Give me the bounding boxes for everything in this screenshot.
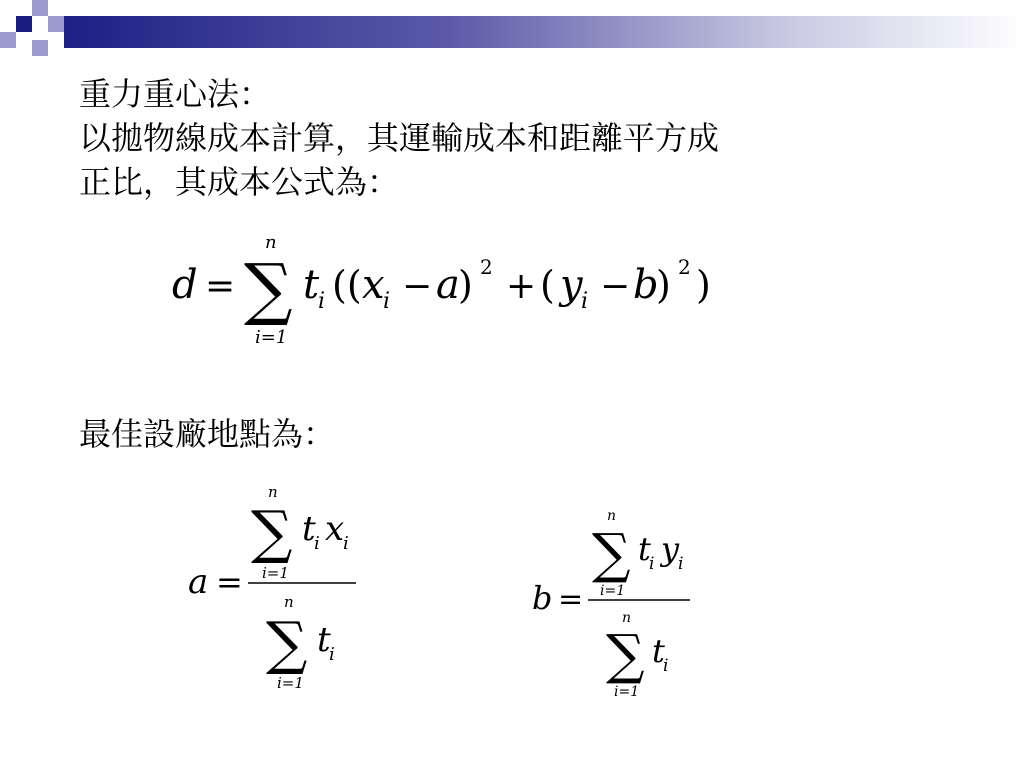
close-paren: )	[458, 263, 473, 307]
sum-lower-limit: i=1	[277, 674, 304, 692]
open-paren: (	[540, 263, 555, 307]
var-t: t	[638, 530, 651, 568]
subscript-i: i	[318, 289, 326, 314]
var-t: t	[303, 262, 320, 308]
sum-lower-limit: i=1	[614, 684, 640, 700]
var-t: t	[302, 509, 316, 549]
var-y: y	[560, 262, 583, 308]
slide-text-line: 以拋物線成本計算，其運輸成本和距離平方成	[79, 119, 720, 157]
sum-lower-limit: i=1	[255, 327, 288, 348]
subscript-i: i	[581, 289, 589, 314]
sum-lower-limit: i=1	[262, 564, 289, 582]
close-paren: )	[656, 263, 671, 307]
slide-heading: 重力重心法：	[79, 75, 272, 113]
minus-sign: −	[402, 266, 433, 307]
sum-upper-limit: n	[265, 232, 277, 253]
equals-sign: =	[216, 563, 243, 601]
open-parens: ((	[332, 263, 362, 307]
equals-sign: =	[558, 582, 584, 617]
sum-lower-limit: i=1	[600, 583, 626, 599]
exponent-2: 2	[678, 255, 691, 279]
var-b: b	[633, 262, 659, 308]
subscript-i: i	[314, 533, 320, 554]
subscript-i: i	[329, 644, 335, 665]
sum-upper-limit: n	[607, 508, 617, 524]
plus-sign: +	[506, 266, 537, 307]
summation-sign: ∑	[244, 250, 293, 329]
minus-sign: −	[600, 266, 631, 307]
formula-lhs: d	[172, 262, 198, 308]
subscript-i: i	[383, 289, 391, 314]
sum-upper-limit: n	[622, 610, 632, 626]
var-y: y	[661, 530, 680, 568]
subscript-i: i	[649, 554, 655, 574]
optimal-location-heading: 最佳設廠地點為：	[79, 415, 336, 453]
equals-sign: =	[205, 266, 236, 307]
cost-formula	[172, 232, 711, 348]
var-a: a	[436, 262, 460, 308]
exponent-2: 2	[480, 255, 493, 279]
var-t: t	[317, 620, 331, 660]
formula-lhs: a	[188, 562, 209, 602]
summation-sign: ∑	[592, 522, 631, 585]
subscript-i: i	[663, 656, 669, 676]
subscript-i: i	[343, 533, 349, 554]
formula-a	[188, 483, 356, 692]
slide-text-line: 正比，其成本公式為：	[79, 163, 400, 201]
var-t: t	[652, 632, 665, 670]
summation-sign: ∑	[251, 498, 293, 566]
close-paren: )	[696, 263, 711, 307]
summation-sign: ∑	[266, 609, 308, 677]
subscript-i: i	[678, 554, 684, 574]
formula-lhs: b	[532, 579, 553, 617]
var-x: x	[325, 509, 345, 549]
summation-sign: ∑	[606, 623, 645, 686]
formula-b	[532, 508, 690, 700]
sum-upper-limit: n	[268, 483, 278, 501]
var-x: x	[362, 262, 385, 308]
sum-upper-limit: n	[284, 593, 294, 611]
